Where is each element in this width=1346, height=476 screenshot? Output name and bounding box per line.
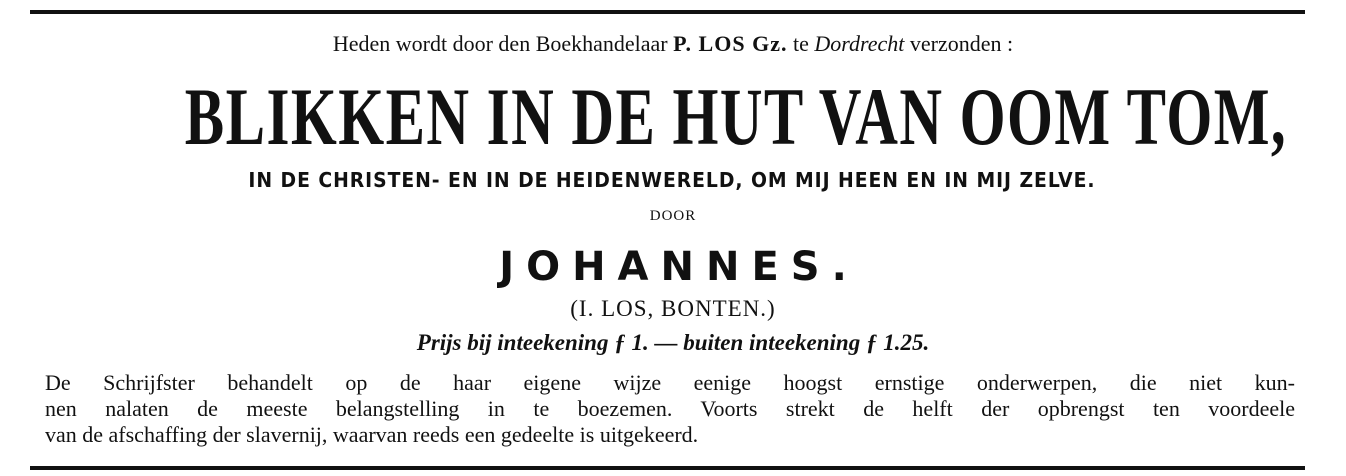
author-name: JOHANNES. [499,244,859,290]
description-line: De Schrijfster behandelt op de haar eigene wijze eenige hoogst ernstige onderwerpen, die niet kun- [45,370,1295,395]
announcement-prefix: Heden wordt door den Boekhandelaar [332,31,668,56]
announcement-suffix: verzonden : [909,31,1014,56]
bottom-rule [30,466,1305,470]
book-subtitle: IN DE CHRISTEN- EN IN DE HEIDENWERELD, OM MIJ HEEN EN IN MIJ ZELVE. [248,168,1096,192]
by-label: DOOR [649,208,697,224]
description-line: nen nalaten de meeste belangstelling in te boezemen. Voorts strekt de helft der opbrengst ten voordeele [45,396,1295,421]
publisher-city: Dordrecht [814,31,905,56]
publisher-name: P. LOS Gz. [673,31,788,56]
description-line: van de afschaffing der slavernij, waarvan reeds een gedeelte is uitgekeerd. [45,422,699,447]
announcement-line [0,31,1346,57]
price-line: Prijs bij inteekening ƒ 1. — buiten inteekening ƒ 1.25. [416,330,930,355]
top-rule [30,10,1305,14]
author-pseudonym: (I. LOS, BONTEN.) [570,296,776,321]
announcement-middle: te [792,31,809,56]
description-paragraph [45,370,1295,448]
book-title: BLIKKEN IN DE HUT VAN OOM TOM, [184,71,1288,162]
